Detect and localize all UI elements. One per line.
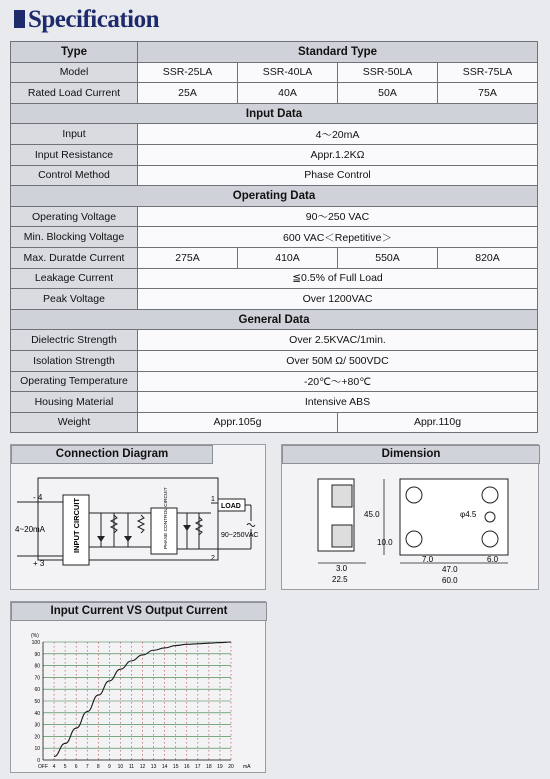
dimension-title: Dimension [282, 445, 540, 464]
max-current-label: Max. Duratde Current [11, 247, 138, 268]
y-tick-label: 30 [34, 722, 40, 729]
x-tick-label: 19 [217, 764, 223, 770]
dim-10-label: 10.0 [377, 538, 393, 547]
x-tick-label: 15 [172, 764, 179, 770]
min-blocking-label: Min. Blocking Voltage [11, 227, 138, 248]
type-label: Type [11, 42, 138, 63]
isolation-value: Over 50M Ω/ 500VDC [138, 350, 538, 371]
page-title: Specification [14, 6, 159, 34]
max-current-value: 820A [438, 247, 538, 268]
rated-current-label: Rated Load Current [11, 83, 138, 104]
dimension-drawing [282, 445, 538, 589]
input-resistance-row [11, 144, 538, 165]
input-data-section [11, 103, 538, 124]
peak-voltage-label: Peak Voltage [11, 289, 138, 310]
operating-voltage-row [11, 206, 538, 227]
connection-title: Connection Diagram [11, 445, 213, 464]
x-tick-label: 16 [183, 764, 190, 770]
weight-value: Appr.110g [338, 412, 538, 433]
rated-current-value: 25A [138, 83, 238, 104]
x-tick-label: 7 [85, 764, 89, 770]
x-tick-label: 6 [74, 764, 78, 770]
weight-label: Weight [11, 412, 138, 433]
input-data-heading: Input Data [11, 103, 538, 124]
x-tick-label: 18 [206, 764, 212, 770]
spec-header-row [11, 42, 538, 63]
dim-6-label: 6.0 [487, 555, 499, 564]
housing-row [11, 392, 538, 413]
x-tick-label: 17 [195, 764, 201, 770]
pin-2-label: 2 [211, 555, 215, 562]
dim-3-label: 3.0 [336, 564, 348, 573]
pin-1-label: 1 [211, 496, 215, 503]
dimension-panel [281, 444, 539, 590]
y-tick-label: 70 [34, 675, 40, 682]
dim-60-label: 60.0 [442, 576, 458, 585]
model-value: SSR-75LA [438, 62, 538, 83]
leakage-label: Leakage Current [11, 268, 138, 289]
model-value: SSR-25LA [138, 62, 238, 83]
y-tick-label: 40 [34, 710, 40, 717]
y-tick-label: 90 [34, 651, 40, 658]
x-tick-label: 14 [161, 764, 168, 770]
x-unit-label: mA [243, 764, 251, 770]
peak-voltage-value: Over 1200VAC [138, 289, 538, 310]
control-method-value: Phase Control [138, 165, 538, 186]
input-row [11, 124, 538, 145]
chart-title: Input Current VS Output Current [11, 602, 267, 621]
x-tick-label: 8 [96, 764, 100, 770]
resistor-icon [138, 515, 144, 533]
input-resistance-value: Appr.1.2KΩ [138, 144, 538, 165]
input-range-label: 4~20mA [15, 525, 46, 534]
y-tick-label: 100 [31, 640, 40, 646]
x-tick-label: 5 [63, 764, 67, 770]
op-temp-value: -20℃～+80℃ [138, 371, 538, 392]
load-label: LOAD [221, 503, 241, 510]
y-tick-label: 60 [34, 687, 40, 694]
general-data-heading: General Data [11, 309, 538, 330]
io-chart [11, 602, 265, 772]
max-current-value: 550A [338, 247, 438, 268]
y-tick-label: 20 [34, 734, 40, 741]
dielectric-value: Over 2.5KVAC/1min. [138, 330, 538, 351]
leakage-value: ≦0.5% of Full Load [138, 268, 538, 289]
positive-terminal-label: + 3 [33, 559, 45, 568]
x-tick-label: 12 [139, 764, 146, 770]
housing-label: Housing Material [11, 392, 138, 413]
rated-current-value: 75A [438, 83, 538, 104]
operating-data-section [11, 186, 538, 207]
terminal-screw-icon [406, 487, 422, 503]
operating-data-heading: Operating Data [11, 186, 538, 207]
rated-current-row [11, 83, 538, 104]
dim-47-label: 47.0 [442, 565, 458, 574]
dielectric-row [11, 330, 538, 351]
dielectric-label: Dielectric Strength [11, 330, 138, 351]
spec-table [10, 41, 538, 433]
connection-panel [10, 444, 266, 590]
x-tick-label: 4 [52, 764, 56, 770]
max-current-row [11, 247, 538, 268]
y-tick-label: 50 [34, 699, 40, 705]
model-label: Model [11, 62, 138, 83]
housing-value: Intensive ABS [138, 392, 538, 413]
rated-current-value: 40A [238, 83, 338, 104]
control-method-row [11, 165, 538, 186]
y-tick-label: 10 [34, 746, 40, 753]
ac-voltage-label: 90~250VAC [221, 532, 259, 539]
max-current-value: 410A [238, 247, 338, 268]
terminal-screw-icon [482, 531, 498, 547]
x-tick-label: 10 [117, 764, 124, 770]
peak-voltage-row [11, 289, 538, 310]
max-current-value: 275A [138, 247, 238, 268]
y-tick-label: 0 [37, 758, 40, 764]
operating-voltage-label: Operating Voltage [11, 206, 138, 227]
input-resistance-label: Input Resistance [11, 144, 138, 165]
min-blocking-row [11, 227, 538, 248]
dim-hole-label: φ4.5 [460, 510, 477, 519]
general-data-section [11, 309, 538, 330]
model-row [11, 62, 538, 83]
x-tick-label: OFF [38, 764, 48, 770]
min-blocking-value: 600 VAC＜Repetitive＞ [138, 227, 538, 248]
phase-control-circuit-label: PHASE CONTROL CIRCUIT [164, 487, 169, 549]
control-method-label: Control Method [11, 165, 138, 186]
model-value: SSR-40LA [238, 62, 338, 83]
input-value: 4～20mA [138, 124, 538, 145]
op-temp-row [11, 371, 538, 392]
model-value: SSR-50LA [338, 62, 438, 83]
y-tick-label: 80 [34, 663, 40, 670]
isolation-label: Isolation Strength [11, 350, 138, 371]
terminal-screw-icon [482, 487, 498, 503]
input-circuit-label: INPUT CIRCUIT [72, 498, 81, 553]
dim-7-label: 7.0 [422, 555, 434, 564]
x-tick-label: 11 [128, 764, 135, 770]
terminal-screw-icon [406, 531, 422, 547]
isolation-row [11, 350, 538, 371]
op-temp-label: Operating Temperature [11, 371, 138, 392]
connection-diagram [11, 445, 265, 589]
x-tick-label: 20 [228, 764, 234, 770]
leakage-row [11, 268, 538, 289]
chart-panel [10, 601, 266, 773]
rated-current-value: 50A [338, 83, 438, 104]
ac-source-icon [247, 524, 255, 527]
operating-voltage-value: 90～250 VAC [138, 206, 538, 227]
standard-type-label: Standard Type [138, 42, 538, 63]
weight-value: Appr.105g [138, 412, 338, 433]
negative-terminal-label: - 4 [33, 493, 43, 502]
input-label: Input [11, 124, 138, 145]
y-unit-label: (%) [31, 633, 39, 639]
dim-22-5-label: 22.5 [332, 575, 348, 584]
x-tick-label: 9 [107, 764, 111, 770]
mounting-hole-icon [485, 512, 495, 522]
dim-45-label: 45.0 [364, 510, 380, 519]
weight-row [11, 412, 538, 433]
x-tick-label: 13 [150, 764, 157, 770]
title-square-icon [14, 10, 25, 28]
